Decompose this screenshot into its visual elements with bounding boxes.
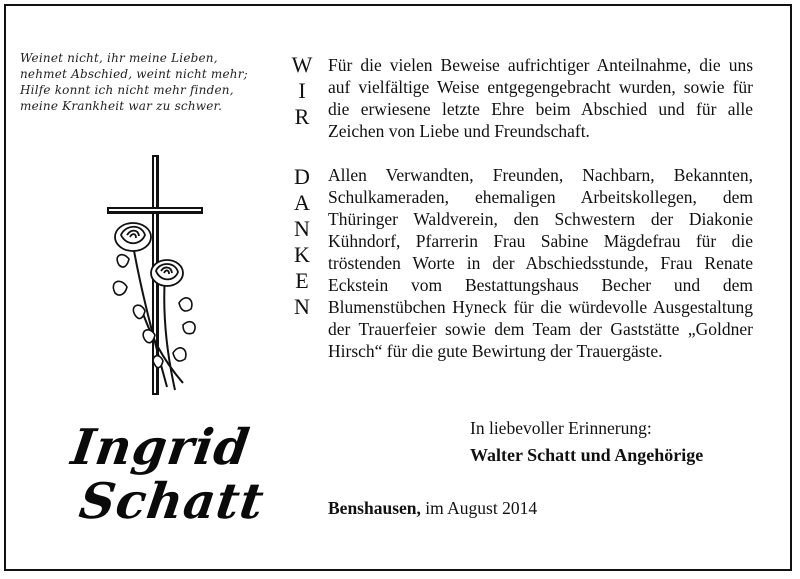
place-date [328, 498, 537, 519]
poem-line: Hilfe konnt ich nicht mehr finden, [20, 83, 234, 97]
cross-roses-illustration [105, 155, 205, 400]
memory-line: In liebevoller Erinnerung: [470, 418, 652, 438]
family-signature: Walter Schatt und Angehörige [470, 445, 704, 465]
vertical-letter: A [294, 190, 310, 215]
vertical-letter: N [294, 294, 310, 319]
poem-line: meine Krankheit war zu schwer. [20, 99, 223, 113]
poem [20, 50, 270, 114]
poem-line: nehmet Abschied, weint nicht mehr; [20, 67, 248, 81]
vertical-letter: N [294, 216, 310, 241]
cross-roses-icon [105, 155, 205, 400]
vertical-letter: W [291, 52, 313, 77]
thanks-paragraph: Allen Verwandten, Freunden, Nachbarn, Bekannten, Schulkameraden, ehemaligen Arbeitskollegen, dem Thüringer Waldverein, den Schwestern der Diakonie Kühndorf, Pfarrerin Frau Sabine Mägdefrau für die tröstenden Worte in der Abschiedsstunde, Frau Renate Eckstein vom Bestattungshaus Becher und dem Blumenstübchen Hyneck für die würdevolle Ausgestaltung der Trauerfeier sowie dem Team der Gaststätte „Goldner Hirsch“ für die gute Bewirtung der Trauergäste. [328, 165, 753, 361]
vertical-spacer [285, 130, 319, 164]
vertical-letter: I [298, 78, 306, 103]
vertical-letter: E [295, 268, 309, 293]
date: im August 2014 [425, 498, 538, 518]
vertical-letter: R [294, 104, 310, 129]
vertical-letter: K [294, 242, 310, 267]
thanks-body [328, 54, 753, 362]
deceased-last-name: Schatt [75, 472, 268, 530]
vertical-letter: D [294, 164, 310, 189]
place: Benshausen, [328, 498, 421, 518]
deceased-first-name: Ingrid [67, 418, 254, 476]
poem-line: Weinet nicht, ihr meine Lieben, [20, 51, 218, 65]
thanks-paragraph: Für die vielen Beweise aufrichtiger Anteilnahme, die uns auf vielfältige Weise entgegengebracht wurden, sowie für die erwiesene letzte Ehre beim Abschied und für alle Zeichen von Liebe und Freundschaft. [328, 55, 753, 141]
vertical-wir-danken [285, 52, 319, 320]
